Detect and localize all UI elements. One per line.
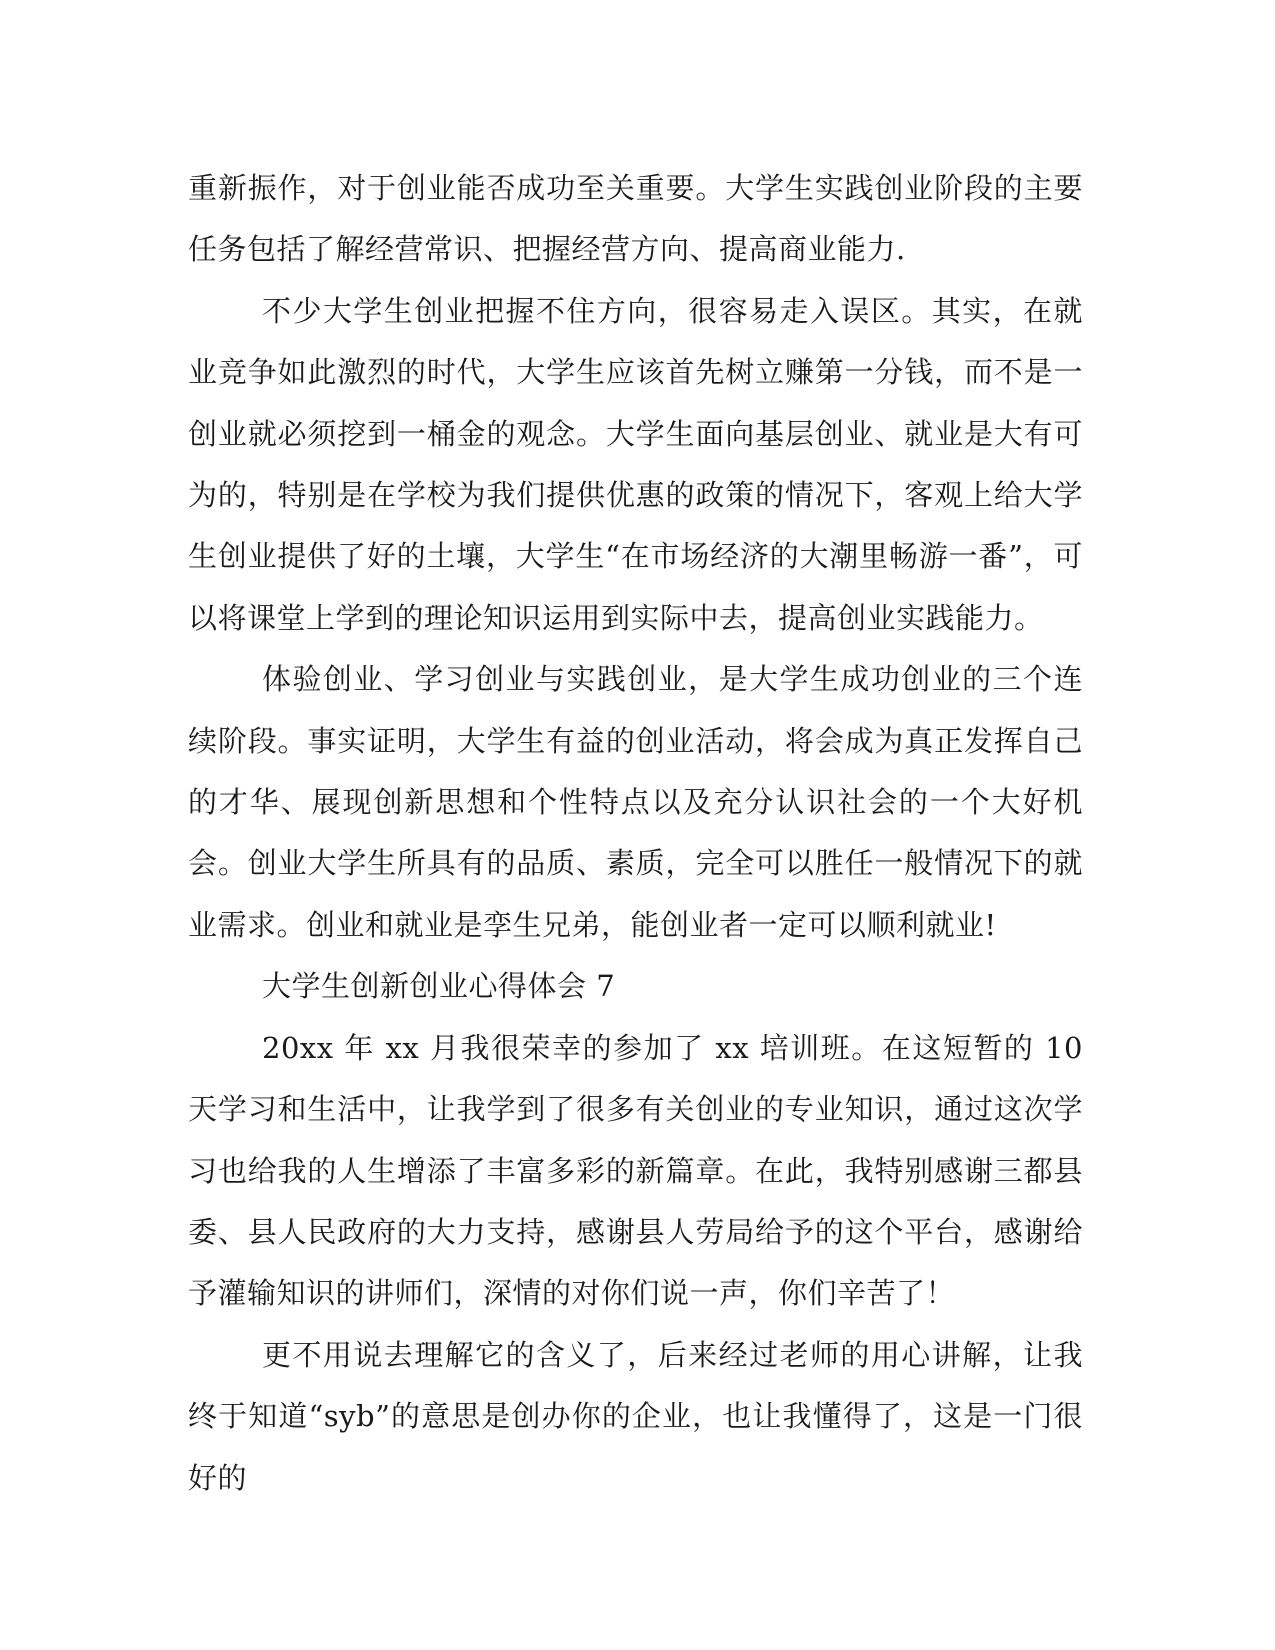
paragraph-2: 不少大学生创业把握不住方向，很容易走入误区。其实，在就业竞争如此激烈的时代，大学生应该首先树立赚第一分钱，而不是一创业就必须挖到一桶金的观念。大学生面向基层创业、就业是大有可为的，特别是在学校为我们提供优惠的政策的情况下，客观上给大学生创业提供了好的土壤，大学生“在市场经济的大潮里畅游一番”，可以将课堂上学到的理论知识运用到实际中去，提高创业实践能力。 — [188, 293, 1083, 635]
paragraph-3: 体验创业、学习创业与实践创业，是大学生成功创业的三个连续阶段。事实证明，大学生有益的创业活动，将会成为真正发挥自己的才华、展现创新思想和个性特点以及充分认识社会的一个大好机会。创业大学生所具有的品质、素质，完全可以胜任一般情况下的就业需求。创业和就业是孪生兄弟，能创业者一定可以顺利就业! — [188, 662, 1083, 942]
paragraph-5: 更不用说去理解它的含义了，后来经过老师的用心讲解，让我终于知道“syb”的意思是创办你的企业，也让我懂得了，这是一门很好的 — [188, 1337, 1083, 1495]
paragraph-1: 重新振作，对于创业能否成功至关重要。大学生实践创业阶段的主要任务包括了解经营常识、把握经营方向、提高商业能力. — [188, 171, 1083, 267]
document-body — [188, 158, 1083, 1509]
section-heading: 大学生创新创业心得体会 7 — [262, 969, 616, 1004]
paragraph-4: 20xx 年 xx 月我很荣幸的参加了 xx 培训班。在这短暂的 10 天学习和生活中，让我学到了很多有关创业的专业知识，通过这次学习也给我的人生增添了丰富多彩的新篇章。在此，我特别感谢三都县委、县人民政府的大力支持，感谢县人劳局给予的这个平台，感谢给予灌输知识的讲师们，深情的对你们说一声，你们辛苦了！ — [188, 1030, 1083, 1311]
